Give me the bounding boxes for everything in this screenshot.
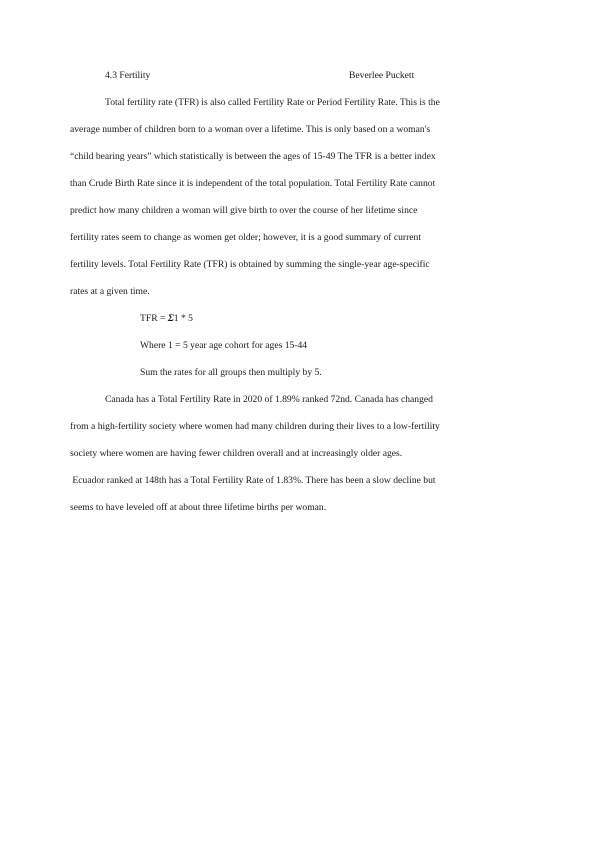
- formula-where-note: Where 1 = 5 year age cohort for ages 15-44: [140, 340, 308, 351]
- paragraph-line: fertility levels. Total Fertility Rate (TFR) is obtained by summing the single-year age-specific: [70, 259, 430, 270]
- paragraph-line: seems to have leveled off at about three lifetime births per woman.: [70, 502, 327, 513]
- paragraph-line: average number of children born to a woman over a lifetime. This is only based on a woman's: [70, 124, 431, 135]
- paragraph-line: “child bearing years” which statistically is between the ages of 15-49 The TFR is a better index: [70, 151, 436, 162]
- paragraph-line: Ecuador ranked at 148th has a Total Fertility Rate of 1.83%. There has been a slow decline but: [70, 475, 436, 486]
- section-heading: 4.3 Fertility: [105, 70, 151, 81]
- formula-sum-note: Sum the rates for all groups then multiply by 5.: [140, 367, 322, 378]
- author-name: Beverlee Puckett: [349, 70, 415, 81]
- paragraph-line: Total fertility rate (TFR) is also called Fertility Rate or Period Fertility Rate. This is the: [105, 97, 440, 108]
- paragraph-line: rates at a given time.: [70, 286, 150, 297]
- paragraph-line: predict how many children a woman will give birth to over the course of her lifetime since: [70, 205, 418, 216]
- formula-suffix: 1 * 5: [173, 313, 193, 324]
- paragraph-line: society where women are having fewer children overall and at increasingly older ages.: [70, 448, 403, 459]
- tfr-formula: [140, 313, 193, 325]
- sigma-symbol: Σ: [167, 313, 174, 324]
- formula-prefix: TFR =: [140, 313, 168, 324]
- paragraph-line: than Crude Birth Rate since it is independent of the total population. Total Fertility Rate cannot: [70, 178, 436, 189]
- paragraph-line: from a high-fertility society where women had many children during their lives to a low-fertility: [70, 421, 440, 432]
- paragraph-line: fertility rates seem to change as women get older; however, it is a good summary of current: [70, 232, 422, 243]
- paragraph-line: Canada has a Total Fertility Rate in 2020 of 1.89% ranked 72nd. Canada has changed: [105, 394, 433, 405]
